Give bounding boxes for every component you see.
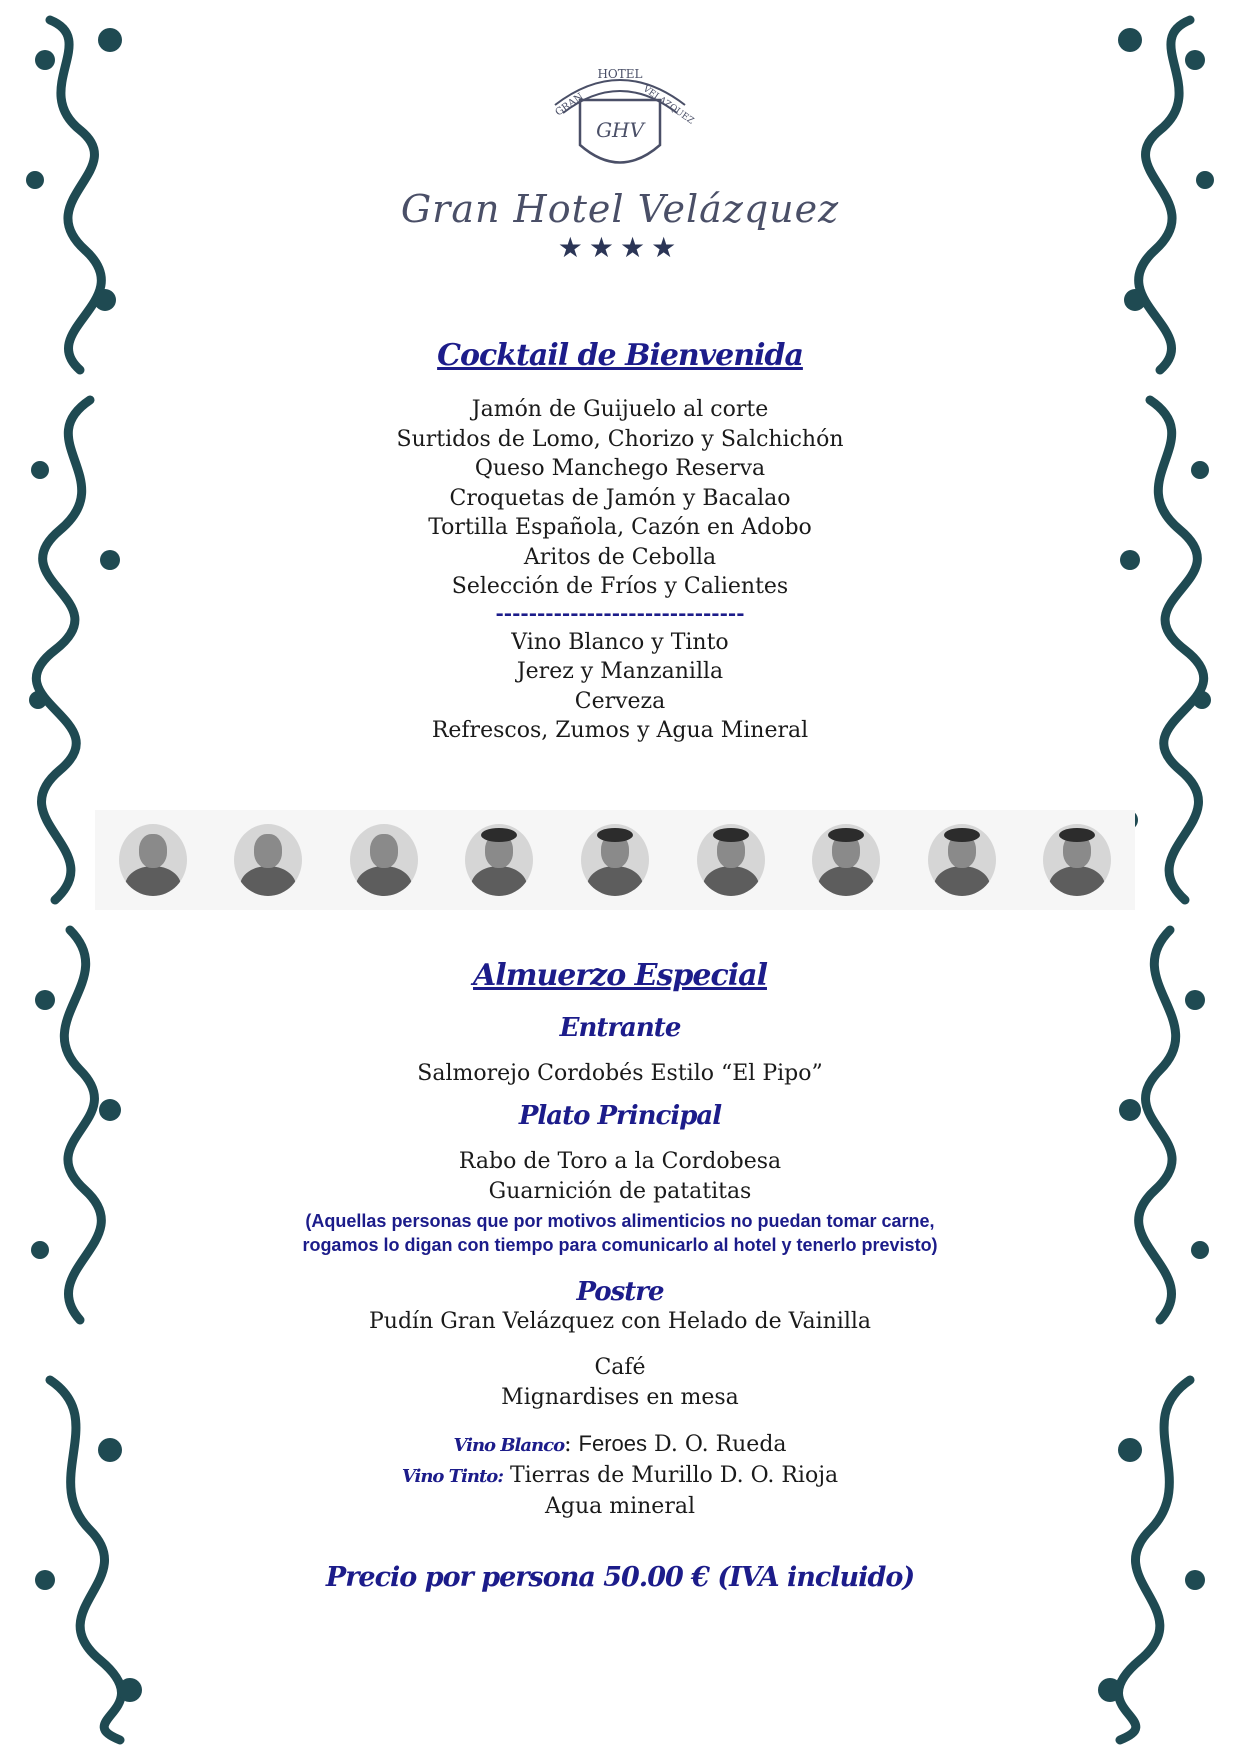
portrait-image (234, 824, 302, 896)
list-item: Refrescos, Zumos y Agua Mineral (431, 718, 809, 743)
portrait-image (350, 824, 418, 896)
starter-dish: Salmorejo Cordobés Estilo “El Pipo” (417, 1061, 823, 1086)
crest-monogram: GHV (596, 118, 644, 142)
list-item: Rabo de Toro a la Cordobesa (458, 1149, 782, 1174)
hotel-crest (535, 55, 705, 185)
lunch-section (150, 958, 1090, 1593)
list-item: Jamón de Guijuelo al corte (471, 397, 769, 422)
red-wine-line (150, 1461, 1090, 1492)
section-separator: ------------------------------ (495, 600, 745, 625)
list-item: Croquetas de Jamón y Bacalao (449, 485, 791, 511)
water-line: Agua mineral (544, 1494, 695, 1519)
note-line: (Aquellas personas que por motivos alimenticios no puedan tomar carne, (305, 1211, 935, 1231)
portrait-image (928, 824, 996, 896)
list-item: Cerveza (574, 688, 666, 714)
list-item: Queso Manchego Reserva (474, 456, 766, 481)
portrait-image (581, 824, 649, 896)
portrait-image (1043, 824, 1111, 896)
main-course-list (150, 1147, 1090, 1207)
list-item: Café (594, 1355, 646, 1380)
portrait-image (465, 824, 533, 896)
starter-heading: Entrante (559, 1013, 681, 1043)
hotel-logo (0, 55, 1240, 264)
hotel-name: Gran Hotel Velázquez (400, 187, 840, 231)
white-wine-do: D. O. Rueda (654, 1432, 787, 1457)
white-wine-brand: Feroes (578, 1431, 647, 1456)
crest-text-top: HOTEL (597, 67, 643, 81)
portrait-band (95, 810, 1135, 910)
list-item: Aritos de Cebolla (523, 544, 717, 570)
crest-text-left: GRAN (553, 91, 586, 119)
white-wine-line (150, 1429, 1090, 1461)
list-item: Tortilla Española, Cazón en Adobo (428, 515, 812, 540)
list-item: Surtidos de Lomo, Chorizo y Salchichón (396, 426, 844, 452)
dietary-note (150, 1209, 1090, 1257)
price-per-person: Precio por persona 50.00 € (IVA incluido) (325, 1562, 915, 1593)
list-item: Mignardises en mesa (501, 1385, 739, 1410)
cocktail-section (150, 338, 1090, 746)
main-course-heading: Plato Principal (518, 1101, 722, 1131)
note-line: rogamos lo digan con tiempo para comunicarlo al hotel y tenerlo previsto) (302, 1235, 938, 1255)
cocktail-drinks-list (150, 628, 1090, 746)
white-wine-colon: : (564, 1432, 572, 1457)
red-wine-label: Vino Tinto: (401, 1466, 503, 1487)
cocktail-title: Cocktail de Bienvenida (437, 338, 803, 373)
list-item: Selección de Fríos y Calientes (451, 574, 789, 599)
list-item: Vino Blanco y Tinto (511, 629, 729, 655)
portrait-image (812, 824, 880, 896)
portrait-image (697, 824, 765, 896)
portrait-image (119, 824, 187, 896)
star-rating: ★★★★ (557, 231, 683, 264)
cocktail-food-list (150, 395, 1090, 602)
dessert-dish: Pudín Gran Velázquez con Helado de Vainilla (368, 1309, 872, 1334)
dessert-heading: Postre (576, 1277, 664, 1307)
crest-text-right: VELAZQUEZ (640, 84, 696, 127)
red-wine: Tierras de Murillo D. O. Rioja (509, 1463, 839, 1488)
list-item: Guarnición de patatitas (488, 1179, 752, 1204)
lunch-title: Almuerzo Especial (473, 958, 767, 993)
coffee-list (150, 1353, 1090, 1413)
white-wine-label: Vino Blanco (453, 1435, 565, 1456)
list-item: Jerez y Manzanilla (516, 659, 724, 684)
